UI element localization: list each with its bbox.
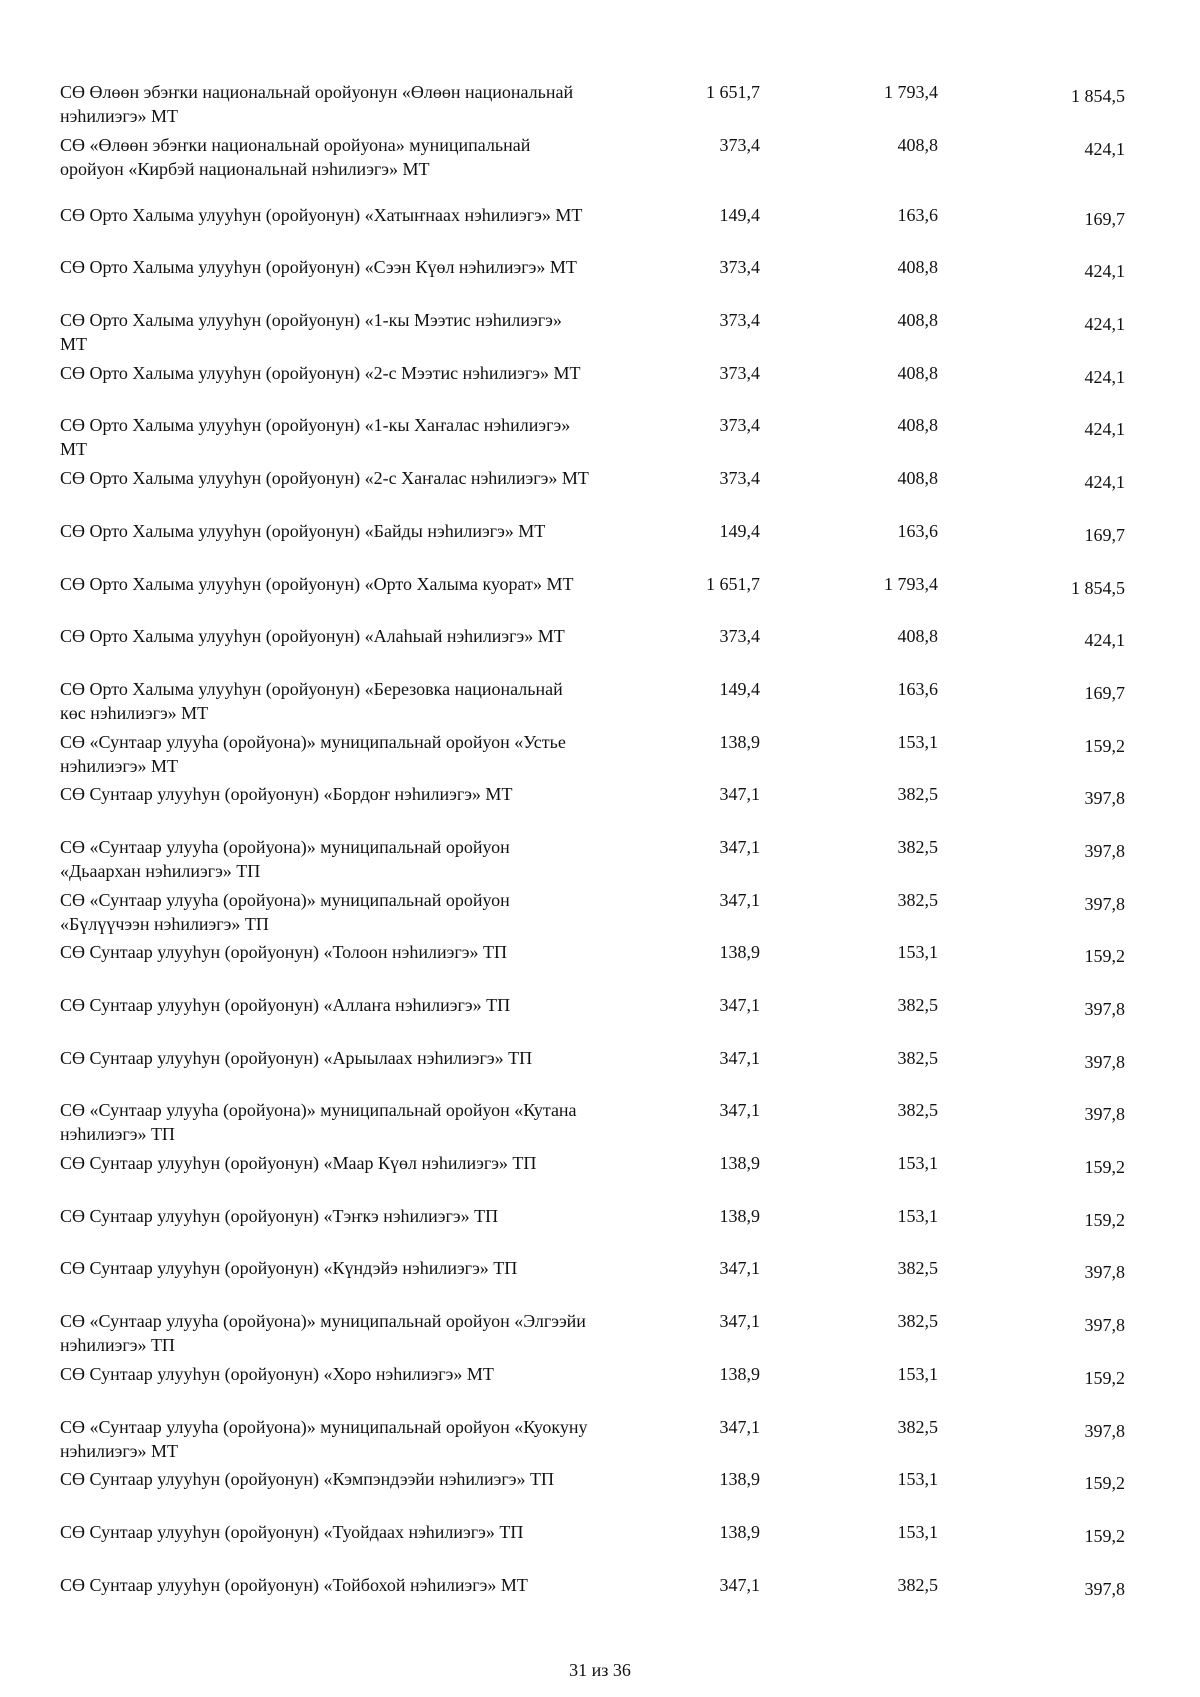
municipality-name: СӨ Сунтаар улууһун (оройуонун) «Арыылаах нэһилиэгэ» ТП bbox=[60, 1047, 533, 1068]
value-v2: 382,5 bbox=[897, 784, 938, 805]
municipality-name: СӨ Орто Халыма улууһун (оройуонун) «Березовка национальнай көс нэһилиэгэ» МТ bbox=[60, 678, 563, 723]
municipality-name: СӨ Орто Халыма улууһун (оройуонун) «Орто Халыма куорат» МТ bbox=[60, 573, 574, 594]
table-row bbox=[0, 1520, 1200, 1573]
value-v1: 138,9 bbox=[719, 1205, 760, 1226]
municipality-name: СӨ «Сунтаар улууһа (оройуона)» муниципальнай оройуон «Дьаархан нэһилиэгэ» ТП bbox=[60, 836, 510, 881]
value-v2: 382,5 bbox=[897, 1311, 938, 1332]
value-v3: 169,7 bbox=[1084, 208, 1125, 229]
table-row bbox=[0, 308, 1200, 361]
value-v1: 373,4 bbox=[719, 626, 760, 647]
value-v3: 397,8 bbox=[1084, 1104, 1125, 1125]
table-row bbox=[0, 133, 1200, 203]
value-v2: 153,1 bbox=[897, 1205, 938, 1226]
municipality-name: СӨ Сунтаар улууһун (оройуонун) «Тойбохой нэһилиэгэ» МТ bbox=[60, 1574, 528, 1595]
municipality-name: СӨ Орто Халыма улууһун (оройуонун) «Алаһыай нэһилиэгэ» МТ bbox=[60, 626, 565, 647]
value-v1: 347,1 bbox=[719, 1311, 760, 1332]
value-v2: 153,1 bbox=[897, 942, 938, 963]
table-row bbox=[0, 572, 1200, 625]
value-v3: 397,8 bbox=[1084, 999, 1125, 1019]
value-v2: 153,1 bbox=[897, 1153, 938, 1174]
municipality-name: СӨ Сунтаар улууһун (оройуонун) «Күндэйэ нэһилиэгэ» ТП bbox=[60, 1258, 518, 1279]
value-v3: 397,8 bbox=[1084, 1578, 1125, 1599]
table-row bbox=[0, 1151, 1200, 1204]
value-v3: 159,2 bbox=[1084, 1367, 1125, 1388]
municipality-name: СӨ Орто Халыма улууһун (оройуонун) «2-с Хаҥалас нэһилиэгэ» МТ bbox=[60, 468, 589, 489]
value-v3: 397,8 bbox=[1084, 840, 1125, 861]
table-row bbox=[0, 519, 1200, 572]
value-v3: 159,2 bbox=[1084, 1209, 1125, 1230]
table-row bbox=[0, 677, 1200, 730]
value-v1: 138,9 bbox=[719, 1363, 760, 1384]
municipality-name: СӨ «Сунтаар улууһа (оройуона)» муниципальнай оройуон «Бүлүүчээн нэһилиэгэ» ТП bbox=[60, 889, 510, 934]
value-v3: 159,2 bbox=[1084, 946, 1125, 967]
value-v1: 149,4 bbox=[719, 520, 760, 541]
value-v1: 138,9 bbox=[719, 1469, 760, 1490]
table-row bbox=[0, 782, 1200, 835]
municipality-name: СӨ Орто Халыма улууһун (оройуонун) «1-кы Мээтис нэһилиэгэ» МТ bbox=[60, 310, 562, 355]
table-row bbox=[0, 993, 1200, 1046]
value-v3: 159,2 bbox=[1084, 1525, 1125, 1546]
value-v2: 382,5 bbox=[897, 889, 938, 910]
value-v3: 159,2 bbox=[1084, 1473, 1125, 1494]
municipality-name: СӨ «Өлөөн эбэҥки национальнай оройуона» муниципальнай оройуон «Кирбэй национальнай нэһилиэгэ» МТ bbox=[60, 134, 531, 179]
value-v2: 408,8 bbox=[897, 257, 938, 278]
municipality-name: СӨ Орто Халыма улууһун (оройуонун) «2-с Мээтис нэһилиэгэ» МТ bbox=[60, 362, 581, 383]
value-v2: 1 793,4 bbox=[884, 82, 938, 102]
value-v2: 382,5 bbox=[897, 995, 938, 1015]
table-row bbox=[0, 1256, 1200, 1309]
municipality-name: СӨ «Сунтаар улууһа (оройуона)» муниципальнай оройуон «Куокуну нэһилиэгэ» МТ bbox=[60, 1416, 588, 1461]
municipality-name: СӨ Сунтаар улууһун (оройуонун) «Хоро нэһилиэгэ» МТ bbox=[60, 1363, 494, 1384]
value-v1: 373,4 bbox=[719, 257, 760, 278]
value-v2: 382,5 bbox=[897, 1100, 938, 1121]
value-v2: 408,8 bbox=[897, 362, 938, 383]
table-row bbox=[0, 835, 1200, 888]
page-number: 31 из 36 bbox=[569, 1660, 631, 1680]
value-v3: 424,1 bbox=[1084, 314, 1125, 335]
value-v1: 373,4 bbox=[719, 310, 760, 331]
municipality-name: СӨ Сунтаар улууһун (оройуонун) «Аллаҥа нэһилиэгэ» ТП bbox=[60, 995, 511, 1015]
value-v2: 408,8 bbox=[897, 468, 938, 489]
table-row bbox=[0, 1415, 1200, 1468]
municipality-name: СӨ Орто Халыма улууһун (оройуонун) «1-кы Хаҥалас нэһилиэгэ» МТ bbox=[60, 415, 571, 460]
value-v1: 347,1 bbox=[719, 1416, 760, 1437]
table-row bbox=[0, 624, 1200, 677]
value-v1: 347,1 bbox=[719, 889, 760, 910]
value-v2: 382,5 bbox=[897, 1258, 938, 1279]
value-v1: 347,1 bbox=[719, 1574, 760, 1595]
value-v1: 149,4 bbox=[719, 204, 760, 225]
value-v1: 347,1 bbox=[719, 995, 760, 1015]
value-v3: 397,8 bbox=[1084, 1051, 1125, 1072]
municipality-name: СӨ Сунтаар улууһун (оройуонун) «Кэмпэндээйи нэһилиэгэ» ТП bbox=[60, 1469, 554, 1490]
value-v3: 424,1 bbox=[1084, 630, 1125, 651]
municipality-name: СӨ «Сунтаар улууһа (оройуона)» муниципальнай оройуон «Элгээйи нэһилиэгэ» ТП bbox=[60, 1311, 586, 1356]
municipality-name: СӨ Өлөөн эбэҥки национальнай оройуонун «Өлөөн национальнай нэһилиэгэ» МТ bbox=[60, 82, 574, 126]
value-v3: 424,1 bbox=[1084, 419, 1125, 440]
value-v2: 408,8 bbox=[897, 134, 938, 155]
table-row bbox=[0, 1204, 1200, 1257]
value-v3: 159,2 bbox=[1084, 735, 1125, 756]
value-v2: 153,1 bbox=[897, 1521, 938, 1542]
table-row bbox=[0, 940, 1200, 993]
value-v2: 408,8 bbox=[897, 310, 938, 331]
municipality-name: СӨ «Сунтаар улууһа (оройуона)» муниципальнай оройуон «Устье нэһилиэгэ» МТ bbox=[60, 731, 566, 776]
value-v1: 347,1 bbox=[719, 1258, 760, 1279]
table-row bbox=[0, 1573, 1200, 1626]
table-row bbox=[0, 730, 1200, 783]
value-v1: 373,4 bbox=[719, 362, 760, 383]
municipality-name: СӨ Сунтаар улууһун (оройуонун) «Тэҥкэ нэһилиэгэ» ТП bbox=[60, 1205, 499, 1226]
table-row bbox=[0, 1046, 1200, 1099]
value-v2: 382,5 bbox=[897, 1047, 938, 1068]
value-v3: 169,7 bbox=[1084, 524, 1125, 545]
value-v1: 347,1 bbox=[719, 1100, 760, 1121]
value-v3: 159,2 bbox=[1084, 1157, 1125, 1178]
table-row bbox=[0, 466, 1200, 519]
table-row bbox=[0, 1362, 1200, 1415]
municipality-name: СӨ Сунтаар улууһун (оройуонун) «Туойдаах нэһилиэгэ» ТП bbox=[60, 1521, 524, 1542]
value-v1: 138,9 bbox=[719, 942, 760, 963]
value-v2: 153,1 bbox=[897, 1469, 938, 1490]
value-v3: 424,1 bbox=[1084, 138, 1125, 159]
table-row bbox=[0, 1467, 1200, 1520]
value-v2: 1 793,4 bbox=[884, 573, 938, 594]
value-v3: 424,1 bbox=[1084, 261, 1125, 282]
value-v3: 397,8 bbox=[1084, 893, 1125, 914]
value-v3: 397,8 bbox=[1084, 1262, 1125, 1283]
value-v2: 153,1 bbox=[897, 1363, 938, 1384]
value-v2: 163,6 bbox=[897, 678, 938, 699]
value-v1: 149,4 bbox=[719, 678, 760, 699]
municipality-name: СӨ Орто Халыма улууһун (оройуонун) «Сээн Күөл нэһилиэгэ» МТ bbox=[60, 257, 577, 278]
table-row bbox=[0, 413, 1200, 466]
value-v3: 424,1 bbox=[1084, 472, 1125, 493]
value-v1: 1 651,7 bbox=[706, 82, 760, 102]
value-v1: 138,9 bbox=[719, 1153, 760, 1174]
value-v1: 138,9 bbox=[719, 731, 760, 752]
value-v1: 347,1 bbox=[719, 836, 760, 857]
value-v2: 382,5 bbox=[897, 1416, 938, 1437]
table-row bbox=[0, 203, 1200, 256]
table-row bbox=[0, 888, 1200, 941]
municipality-name: СӨ Сунтаар улууһун (оройуонун) «Маар Күөл нэһилиэгэ» ТП bbox=[60, 1153, 537, 1174]
table-row bbox=[0, 80, 1200, 133]
municipality-name: СӨ Орто Халыма улууһун (оройуонун) «Хатыҥнаах нэһилиэгэ» МТ bbox=[60, 204, 583, 225]
value-v1: 347,1 bbox=[719, 784, 760, 805]
table-row bbox=[0, 361, 1200, 414]
value-v2: 408,8 bbox=[897, 415, 938, 436]
table-row bbox=[0, 1098, 1200, 1151]
budget-table bbox=[0, 80, 1200, 1625]
value-v2: 382,5 bbox=[897, 1574, 938, 1595]
value-v3: 1 854,5 bbox=[1071, 577, 1125, 598]
value-v3: 1 854,5 bbox=[1071, 86, 1125, 106]
value-v1: 347,1 bbox=[719, 1047, 760, 1068]
municipality-name: СӨ Орто Халыма улууһун (оройуонун) «Байды нэһилиэгэ» МТ bbox=[60, 520, 546, 541]
value-v2: 163,6 bbox=[897, 520, 938, 541]
value-v2: 382,5 bbox=[897, 836, 938, 857]
municipality-name: СӨ «Сунтаар улууһа (оройуона)» муниципальнай оройуон «Кутана нэһилиэгэ» ТП bbox=[60, 1100, 577, 1145]
value-v2: 163,6 bbox=[897, 204, 938, 225]
value-v3: 169,7 bbox=[1084, 682, 1125, 703]
value-v3: 397,8 bbox=[1084, 1420, 1125, 1441]
municipality-name: СӨ Сунтаар улууһун (оройуонун) «Бордоҥ нэһилиэгэ» МТ bbox=[60, 784, 513, 805]
value-v3: 397,8 bbox=[1084, 1315, 1125, 1336]
municipality-name: СӨ Сунтаар улууһун (оройуонун) «Толоон нэһилиэгэ» ТП bbox=[60, 942, 507, 963]
table-row bbox=[0, 1309, 1200, 1362]
value-v3: 424,1 bbox=[1084, 366, 1125, 387]
table-row bbox=[0, 255, 1200, 308]
value-v2: 153,1 bbox=[897, 731, 938, 752]
value-v1: 373,4 bbox=[719, 468, 760, 489]
value-v2: 408,8 bbox=[897, 626, 938, 647]
value-v1: 373,4 bbox=[719, 134, 760, 155]
value-v1: 373,4 bbox=[719, 415, 760, 436]
value-v1: 138,9 bbox=[719, 1521, 760, 1542]
value-v1: 1 651,7 bbox=[706, 573, 760, 594]
value-v3: 397,8 bbox=[1084, 788, 1125, 809]
